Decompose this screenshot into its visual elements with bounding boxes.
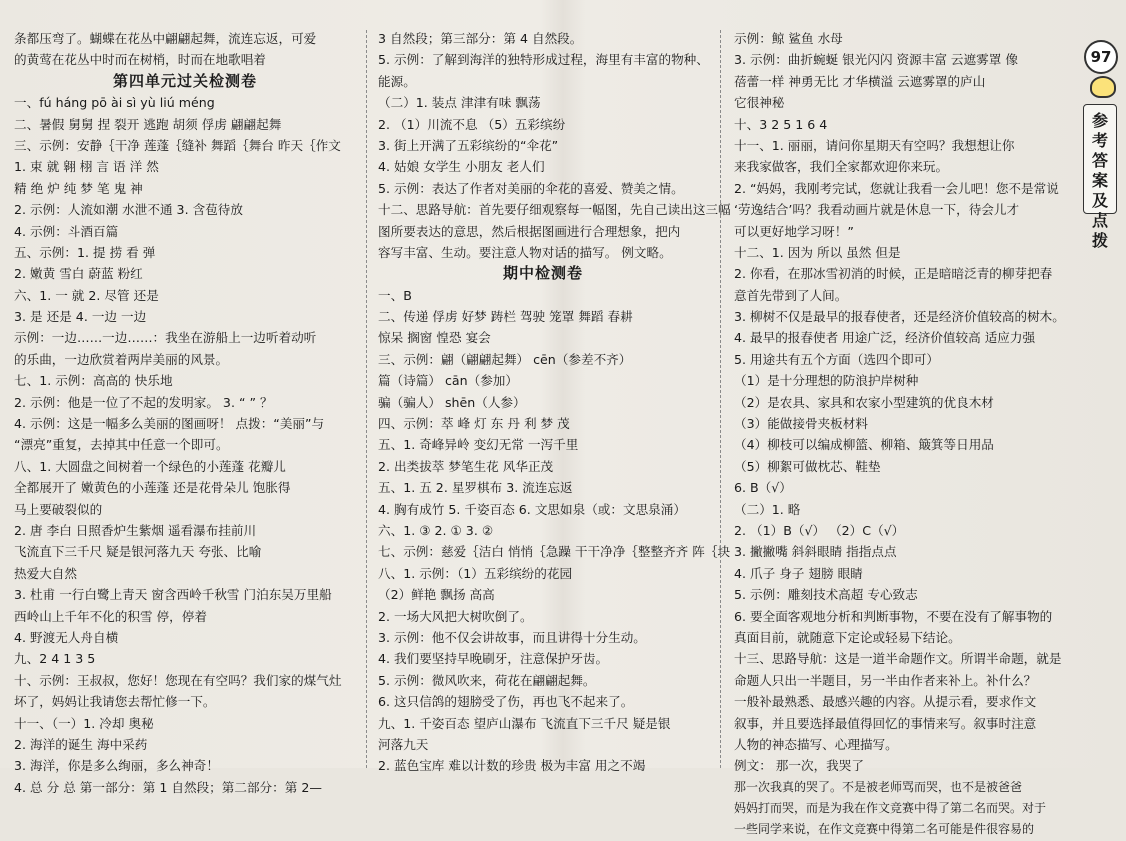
- answer-line: 坏了，妈妈让我请您去帮忙修一下。: [14, 694, 216, 710]
- answer-line: 6. 要全面客观地分析和判断事物，不要在没有了解事物的: [734, 608, 1053, 624]
- answer-line: “漂亮”重复，去掉其中任意一个即可。: [14, 437, 229, 453]
- answer-line: 骗（骗人） shēn（人参）: [378, 394, 526, 410]
- answer-line: 五、1. 奇峰异岭 变幻无常 一泻千里: [378, 437, 579, 453]
- answer-line: 4. 爪子 身子 翅膀 眼睛: [734, 565, 863, 581]
- page-number: 97: [1084, 40, 1118, 74]
- answer-line: 二、暑假 舅舅 捏 裂开 逃跑 胡须 俘虏 翩翩起舞: [14, 116, 282, 132]
- answer-line: 十三、思路导航：这是一道半命题作文。所谓半命题，就是: [734, 651, 1062, 667]
- answer-line: 十二、1. 因为 所以 虽然 但是: [734, 244, 901, 260]
- answer-line: 篇（诗篇） cān（参加）: [378, 373, 518, 389]
- answer-line: 4. 总 分 总 第一部分：第 1 自然段；第二部分：第 2—: [14, 779, 322, 795]
- answer-line: 河落九天: [378, 736, 429, 752]
- answer-line: 6. B（√）: [734, 480, 792, 496]
- answer-line: 十二、思路导航：首先要仔细观察每一幅图，先自己读出这三幅: [378, 202, 731, 218]
- answer-line: 飞流直下三千尺 疑是银河落九天 夸张、比喻: [14, 544, 262, 560]
- column-divider: [366, 30, 367, 768]
- answer-line: 3. 街上开满了五彩缤纷的“伞花”: [378, 137, 559, 153]
- answer-line: （5）柳絮可做枕芯、鞋垫: [734, 458, 881, 474]
- answer-line: 2. 唐 李白 日照香炉生紫烟 遥看瀑布挂前川: [14, 522, 257, 538]
- right-column: [734, 28, 1066, 837]
- left-column: [14, 28, 356, 795]
- mascot-icon: [1090, 76, 1116, 98]
- answer-line: 一些同学来说，在作文竞赛中得第二名可能是件很容易的: [734, 822, 1035, 837]
- answer-line: 西岭山上千年不化的积雪 停，停着: [14, 608, 207, 624]
- answer-line: 5. 用途共有五个方面（选四个即可）: [734, 351, 939, 367]
- answer-line: 6. 这只信鸽的翅膀受了伤，再也飞不起来了。: [378, 694, 634, 710]
- answer-line: 五、示例：1. 提 捞 看 弹: [14, 244, 156, 260]
- answer-line: ‘劳逸结合’吗？我看动画片就是休息一下，待会儿才: [734, 202, 1020, 218]
- answer-line: 意首先带到了人间。: [734, 287, 848, 303]
- answer-line: 六、1. ③ 2. ① 3. ②: [378, 522, 494, 538]
- answer-line: 2. （1）B（√） （2）C（√）: [734, 522, 905, 538]
- answer-line: 命题人只出一半题目，另一半由作者来补上。补什么？: [734, 672, 1037, 688]
- answer-line: 5. 示例：雕刻技术高超 专心致志: [734, 587, 918, 603]
- answer-line: 叙事，并且要选择最值得回忆的事情来写。叙事时注意: [734, 715, 1037, 731]
- answer-line: 十、3 2 5 1 6 4: [734, 116, 828, 132]
- answer-line: 2. 蓝色宝库 难以计数的珍贵 极为丰富 用之不竭: [378, 758, 646, 774]
- answer-line: 4. 野渡无人舟自横: [14, 629, 119, 645]
- answer-line: 可以更好地学习呀！”: [734, 223, 854, 239]
- answer-line: 例文： 那一次，我哭了: [734, 758, 864, 774]
- answer-line: 的黄莺在花丛中时而在树梢，时而在地歌唱着: [14, 52, 266, 68]
- answer-line: 一、fú háng pō ài sì yù liú méng: [14, 95, 215, 111]
- answer-line: 三、示例：安静｛干净 莲蓬｛缝补 舞蹈｛舞台 昨天｛作文: [14, 137, 341, 153]
- answer-line: 3 自然段；第三部分：第 4 自然段。: [378, 31, 583, 46]
- answer-line: 一、B: [378, 287, 412, 303]
- answer-line: 十一、1. 丽丽，请问你星期天有空吗？我想想让你: [734, 137, 1015, 153]
- answer-line: 真面目前，就随意下定论或轻易下结论。: [734, 629, 961, 645]
- answer-line: 4. 姑娘 女学生 小朋友 老人们: [378, 159, 545, 175]
- answer-line: 惊呆 搁窗 惶恐 宴会: [378, 330, 491, 346]
- answer-line: （2）是农具、家具和农家小型建筑的优良木材: [734, 394, 994, 410]
- answer-line: 2. “妈妈，我刚考完试，您就让我看一会儿吧！您不是常说: [734, 180, 1059, 196]
- answer-line: 能源。: [378, 73, 416, 89]
- answer-line: 人物的神态描写、心理描写。: [734, 736, 898, 752]
- answer-line: 5. 示例：微风吹来，荷花在翩翩起舞。: [378, 672, 596, 688]
- answer-line: 5. 示例：了解到海洋的独特形成过程，海里有丰富的物种、: [378, 52, 709, 68]
- answer-line: 2. 示例：人流如潮 水泄不通 3. 含苞待放: [14, 202, 243, 218]
- answer-line: （二）1. 装点 津津有味 飘荡: [378, 95, 541, 111]
- answer-line: 4. 示例：斗酒百篇: [14, 223, 119, 239]
- answer-line: （4）柳枝可以编成柳篮、柳箱、簸箕等日用品: [734, 437, 994, 453]
- answer-line: （3）能做接骨夹板材料: [734, 416, 868, 432]
- answer-line: （1）是十分理想的防浪护岸树种: [734, 373, 919, 389]
- answer-line: （二）1. 略: [734, 501, 801, 517]
- answer-line: 4. 示例：这是一幅多么美丽的图画呀！ 点拨：“美丽”与: [14, 416, 325, 432]
- answer-line: 四、示例：萃 峰 灯 东 丹 利 梦 茂: [378, 416, 570, 432]
- answer-line: 九、2 4 1 3 5: [14, 651, 96, 667]
- answer-line: 七、示例：慈爱｛洁白 悄悄｛急躁 干干净净｛整整齐齐 阵｛块: [378, 544, 731, 560]
- answer-line: 一般补最熟悉、最感兴趣的内容。从提示看，要求作文: [734, 694, 1037, 710]
- answer-line: 示例：鲸 鲨鱼 水母: [734, 31, 843, 46]
- answer-line: 精 绝 炉 纯 梦 笔 鬼 神: [14, 180, 143, 196]
- answer-line: 容写丰富、生动。要注意人物对话的描写。 例文略。: [378, 244, 672, 260]
- answer-line: 1. 束 就 翱 栩 言 语 洋 然: [14, 159, 159, 175]
- answer-line: 妈妈打而哭，而是为我在作文竞赛中得了第二名而哭。对于: [734, 801, 1047, 816]
- answer-line: 4. 我们要坚持早晚刷牙，注意保护牙齿。: [378, 651, 609, 667]
- answer-line: 4. 胸有成竹 5. 千姿百态 6. 文思如泉（或：文思泉涌）: [378, 501, 686, 517]
- answer-line: 的乐曲，一边欣赏着两岸美丽的风景。: [14, 351, 229, 367]
- answer-line: 3. 示例：他不仅会讲故事，而且讲得十分生动。: [378, 629, 646, 645]
- answer-line: 三、示例：翩（翩翩起舞） cēn（参差不齐）: [378, 351, 632, 367]
- answer-line: 八、1. 大圆盘之间树着一个绿色的小莲蓬 花瓣儿: [14, 458, 286, 474]
- answer-line: 3. 示例：曲折蜿蜒 银光闪闪 资源丰富 云遮雾罩 像: [734, 52, 1018, 68]
- answer-line: 2. 出类拔萃 梦笔生花 风华正茂: [378, 458, 554, 474]
- answer-line: 七、1. 示例：高高的 快乐地: [14, 373, 173, 389]
- answer-line: 示例：一边……一边……：我坐在游船上一边听着动听: [14, 330, 317, 346]
- answer-line: 3. 柳树不仅是最早的报春使者，还是经济价值较高的树木。: [734, 309, 1065, 325]
- answer-line: 4. 最早的报春使者 用途广泛，经济价值较高 适应力强: [734, 330, 1036, 346]
- section-title: 第四单元过关检测卷: [112, 71, 257, 90]
- middle-column: [378, 28, 731, 774]
- answer-line: 二、传递 俘虏 好梦 踌栏 驾驶 笼罩 舞蹈 春耕: [378, 309, 633, 325]
- answer-line: 马上要破裂似的: [14, 501, 103, 517]
- answer-line: 六、1. 一 就 2. 尽管 还是: [14, 287, 159, 303]
- answer-line: 3. 杜甫 一行白鹭上青天 窗含西岭千秋雪 门泊东吴万里船: [14, 587, 332, 603]
- answer-line: 图所要表达的意思，然后根据图画进行合理想象，把内: [378, 223, 681, 239]
- answer-line: 2. 一场大风把大树吹倒了。: [378, 608, 533, 624]
- answer-line: 十、示例：王叔叔，您好！您现在有空吗？我们家的煤气灶: [14, 672, 342, 688]
- answer-line: 2. （1）川流不息 （5）五彩缤纷: [378, 116, 566, 132]
- answer-line: 热爱大自然: [14, 565, 77, 581]
- answer-line: 全都展开了 嫩黄色的小莲蓬 还是花骨朵儿 饱胀得: [14, 480, 291, 496]
- answer-line: 2. 海洋的诞生 海中采药: [14, 736, 148, 752]
- answer-line: 5. 示例：表达了作者对美丽的伞花的喜爱、赞美之情。: [378, 180, 684, 196]
- answer-line: 3. 海洋，你是多么绚丽，多么神奇！: [14, 758, 219, 774]
- answer-line: 2. 你看，在那冰雪初消的时候，正是暗暗泛青的柳芽把春: [734, 266, 1053, 282]
- answer-line: 十一、（一）1. 冷却 奥秘: [14, 715, 154, 731]
- answer-line: 3. 是 还是 4. 一边 一边: [14, 309, 147, 325]
- answer-line: （2）鲜艳 飘扬 高高: [378, 587, 495, 603]
- answer-line: 条都压弯了。蝴蝶在花丛中翩翩起舞，流连忘返，可爱: [14, 31, 317, 46]
- answer-line: 2. 示例：他是一位了不起的发明家。 3. “ ” ？: [14, 394, 273, 410]
- page-badge: [1080, 40, 1118, 250]
- answer-line: 来我家做客，我们全家都欢迎你来玩。: [734, 159, 949, 175]
- side-tab: 参 考 答 案 及 点 拨: [1083, 104, 1117, 214]
- answer-line: 3. 撇撇嘴 斜斜眼睛 指指点点: [734, 544, 897, 560]
- answer-line: 蓓蕾一样 神勇无比 才华横溢 云遮雾罩的庐山: [734, 73, 986, 89]
- answer-line: 五、1. 五 2. 星罗棋布 3. 流连忘返: [378, 480, 573, 496]
- answer-line: 那一次我真的哭了。不是被老师骂而哭，也不是被爸爸: [734, 779, 1023, 794]
- section-title: 期中检测卷: [502, 264, 583, 283]
- answer-line: 九、1. 千姿百态 望庐山瀑布 飞流直下三千尺 疑是银: [378, 715, 671, 731]
- column-divider: [720, 30, 721, 768]
- answer-line: 它很神秘: [734, 95, 785, 111]
- answer-line: 2. 嫩黄 雪白 蔚蓝 粉红: [14, 266, 143, 282]
- answer-line: 八、1. 示例：（1）五彩缤纷的花园: [378, 565, 573, 581]
